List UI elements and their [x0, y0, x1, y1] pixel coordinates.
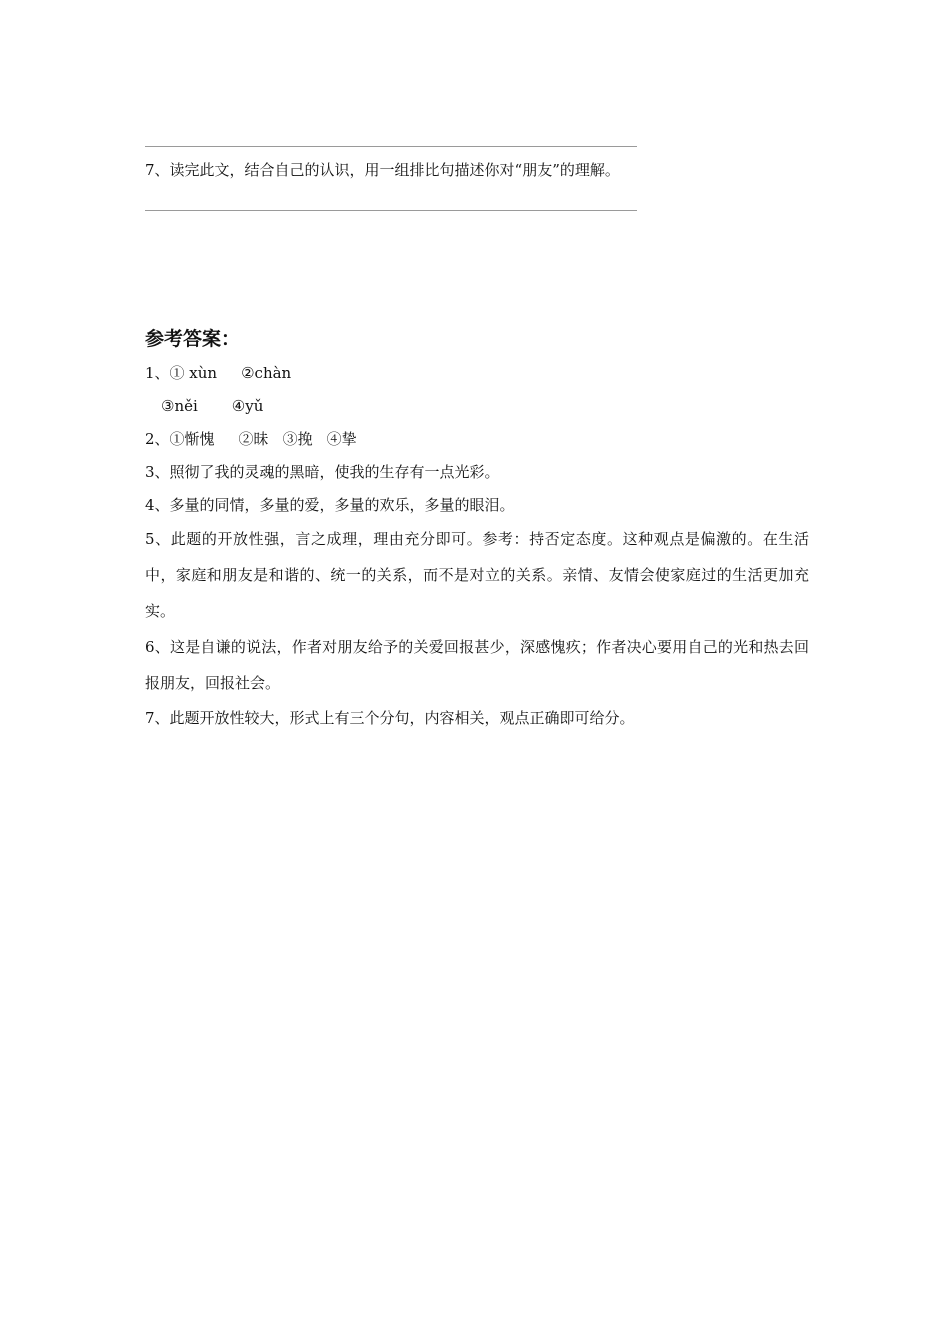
answer-2 — [145, 429, 357, 449]
answer-1-line-2 — [161, 396, 263, 416]
answer-4: 4、多量的同情，多量的爱，多量的欢乐，多量的眼泪。 — [145, 496, 515, 514]
answer-1-item: ②chàn — [241, 364, 292, 382]
answer-7: 7、此题开放性较大，形式上有三个分句，内容相关，观点正确即可给分。 — [145, 709, 635, 727]
answer-5: 5、此题的开放性强，言之成理，理由充分即可。参考：持否定态度。这种观点是偏激的。在生活中，家庭和朋友是和谐的、统一的关系，而不是对立的关系。亲情、友情会使家庭过的生活更加充实。 — [145, 530, 809, 620]
question-7: 7、读完此文，结合自己的认识，用一组排比句描述你对“朋友”的理解。 — [145, 161, 620, 179]
answer-1-item: ③něi — [161, 397, 198, 415]
answer-2-item: ②昧 — [238, 430, 269, 448]
answer-2-item: 2、①惭愧 — [145, 430, 215, 448]
answers-heading: 参考答案： — [145, 328, 241, 350]
answer-3: 3、照彻了我的灵魂的黑暗，使我的生存有一点光彩。 — [145, 463, 500, 481]
answer-blank-line — [145, 210, 637, 211]
answer-6: 6、这是自谦的说法，作者对朋友给予的关爱回报甚少，深感愧疚；作者决心要用自己的光和热去回报朋友，回报社会。 — [145, 638, 809, 692]
answer-2-item: ④挚 — [326, 430, 357, 448]
answer-2-item: ③挽 — [282, 430, 313, 448]
answer-1-item: 1、① xùn — [145, 364, 218, 382]
answer-blank-line — [145, 146, 637, 147]
answer-1-item: ④yǔ — [231, 397, 264, 415]
answer-1-line-1 — [145, 363, 291, 383]
